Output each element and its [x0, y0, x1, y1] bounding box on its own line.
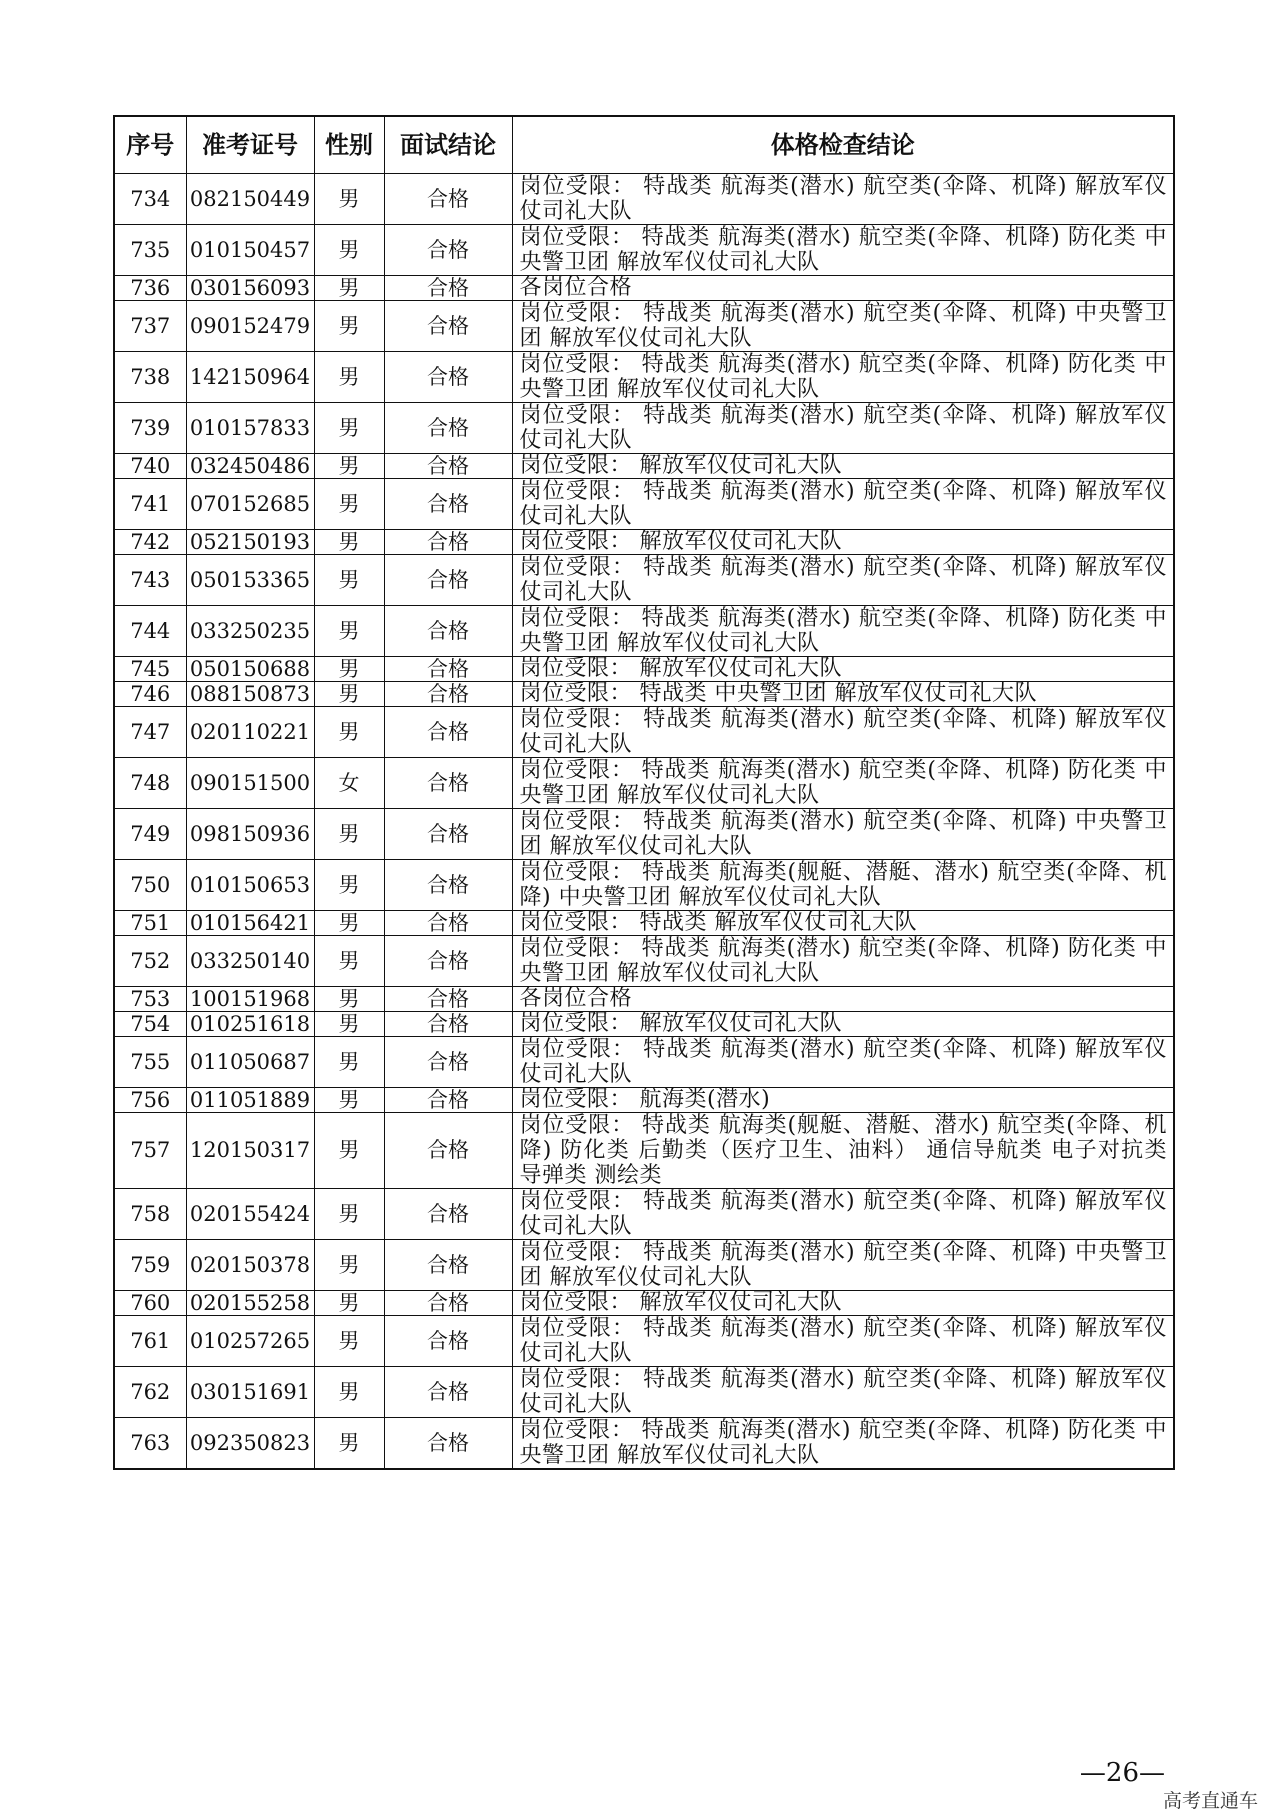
- cell-interview: 合格: [384, 403, 512, 454]
- cell-exam-id: 010150653: [186, 860, 314, 911]
- cell-physical-exam: 岗位受限： 特战类 航海类(潜水) 航空类(伞降、机降) 解放军仪仗司礼大队: [512, 479, 1174, 530]
- table-row: [114, 682, 1174, 707]
- table-row: [114, 606, 1174, 657]
- cell-physical-exam: 岗位受限： 特战类 航海类(潜水) 航空类(伞降、机降) 解放军仪仗司礼大队: [512, 1189, 1174, 1240]
- cell-serial: 740: [114, 454, 186, 479]
- table-row: [114, 352, 1174, 403]
- table-row: [114, 936, 1174, 987]
- cell-serial: 757: [114, 1113, 186, 1189]
- cell-gender: 男: [314, 1316, 384, 1367]
- table-row: [114, 1316, 1174, 1367]
- table-row: [114, 1189, 1174, 1240]
- cell-physical-exam: 岗位受限： 解放军仪仗司礼大队: [512, 657, 1174, 682]
- cell-exam-id: 010257265: [186, 1316, 314, 1367]
- table-row: [114, 860, 1174, 911]
- cell-gender: 男: [314, 657, 384, 682]
- cell-serial: 737: [114, 301, 186, 352]
- cell-interview: 合格: [384, 1291, 512, 1316]
- cell-physical-exam: 各岗位合格: [512, 987, 1174, 1012]
- cell-exam-id: 030151691: [186, 1367, 314, 1418]
- cell-serial: 739: [114, 403, 186, 454]
- cell-exam-id: 011051889: [186, 1088, 314, 1113]
- cell-gender: 男: [314, 174, 384, 225]
- cell-physical-exam: 岗位受限： 解放军仪仗司礼大队: [512, 1291, 1174, 1316]
- cell-serial: 743: [114, 555, 186, 606]
- cell-physical-exam: 岗位受限： 特战类 航海类(潜水) 航空类(伞降、机降) 中央警卫团 解放军仪仗司礼大队: [512, 301, 1174, 352]
- table-row: [114, 758, 1174, 809]
- cell-exam-id: 032450486: [186, 454, 314, 479]
- table-row: [114, 555, 1174, 606]
- header-gender: 性别: [314, 116, 384, 174]
- cell-serial: 738: [114, 352, 186, 403]
- cell-gender: 男: [314, 1418, 384, 1470]
- cell-physical-exam: 岗位受限： 特战类 航海类(潜水) 航空类(伞降、机降) 中央警卫团 解放军仪仗司礼大队: [512, 809, 1174, 860]
- cell-physical-exam: 岗位受限： 特战类 航海类(舰艇、潜艇、潜水) 航空类(伞降、机降) 防化类 后勤类（医疗卫生、油料） 通信导航类 电子对抗类 导弹类 测绘类: [512, 1113, 1174, 1189]
- cell-physical-exam: 岗位受限： 特战类 解放军仪仗司礼大队: [512, 911, 1174, 936]
- cell-interview: 合格: [384, 1240, 512, 1291]
- cell-exam-id: 010150457: [186, 225, 314, 276]
- table-row: [114, 809, 1174, 860]
- cell-exam-id: 011050687: [186, 1037, 314, 1088]
- results-table: [113, 115, 1175, 1470]
- cell-serial: 758: [114, 1189, 186, 1240]
- cell-interview: 合格: [384, 1037, 512, 1088]
- cell-serial: 734: [114, 174, 186, 225]
- header-serial: 序号: [114, 116, 186, 174]
- cell-gender: 男: [314, 479, 384, 530]
- cell-serial: 745: [114, 657, 186, 682]
- table-row: [114, 1418, 1174, 1470]
- cell-gender: 男: [314, 1240, 384, 1291]
- header-exam-id: 准考证号: [186, 116, 314, 174]
- cell-gender: 男: [314, 454, 384, 479]
- cell-exam-id: 088150873: [186, 682, 314, 707]
- cell-physical-exam: 岗位受限： 特战类 航海类(潜水) 航空类(伞降、机降) 解放军仪仗司礼大队: [512, 1367, 1174, 1418]
- cell-interview: 合格: [384, 530, 512, 555]
- cell-interview: 合格: [384, 911, 512, 936]
- table-row: [114, 987, 1174, 1012]
- cell-exam-id: 020110221: [186, 707, 314, 758]
- cell-gender: 男: [314, 936, 384, 987]
- cell-gender: 男: [314, 1291, 384, 1316]
- cell-interview: 合格: [384, 352, 512, 403]
- cell-gender: 男: [314, 682, 384, 707]
- table-row: [114, 707, 1174, 758]
- table-row: [114, 403, 1174, 454]
- cell-physical-exam: 岗位受限： 特战类 航海类(潜水) 航空类(伞降、机降) 防化类 中央警卫团 解放军仪仗司礼大队: [512, 352, 1174, 403]
- cell-interview: 合格: [384, 1367, 512, 1418]
- cell-interview: 合格: [384, 936, 512, 987]
- cell-exam-id: 020155258: [186, 1291, 314, 1316]
- cell-serial: 755: [114, 1037, 186, 1088]
- cell-interview: 合格: [384, 301, 512, 352]
- cell-serial: 748: [114, 758, 186, 809]
- cell-physical-exam: 岗位受限： 特战类 航海类(潜水) 航空类(伞降、机降) 防化类 中央警卫团 解放军仪仗司礼大队: [512, 225, 1174, 276]
- cell-interview: 合格: [384, 1189, 512, 1240]
- cell-exam-id: 033250235: [186, 606, 314, 657]
- cell-serial: 763: [114, 1418, 186, 1470]
- cell-exam-id: 098150936: [186, 809, 314, 860]
- cell-interview: 合格: [384, 555, 512, 606]
- cell-interview: 合格: [384, 479, 512, 530]
- table-row: [114, 1113, 1174, 1189]
- cell-gender: 男: [314, 403, 384, 454]
- cell-exam-id: 010251618: [186, 1012, 314, 1037]
- cell-interview: 合格: [384, 1113, 512, 1189]
- table-row: [114, 1088, 1174, 1113]
- cell-gender: 男: [314, 707, 384, 758]
- cell-exam-id: 090151500: [186, 758, 314, 809]
- cell-physical-exam: 岗位受限： 特战类 中央警卫团 解放军仪仗司礼大队: [512, 682, 1174, 707]
- cell-serial: 742: [114, 530, 186, 555]
- cell-gender: 男: [314, 225, 384, 276]
- cell-interview: 合格: [384, 225, 512, 276]
- cell-interview: 合格: [384, 1316, 512, 1367]
- cell-serial: 744: [114, 606, 186, 657]
- cell-interview: 合格: [384, 809, 512, 860]
- cell-exam-id: 033250140: [186, 936, 314, 987]
- cell-gender: 男: [314, 987, 384, 1012]
- cell-exam-id: 052150193: [186, 530, 314, 555]
- cell-exam-id: 092350823: [186, 1418, 314, 1470]
- cell-exam-id: 050150688: [186, 657, 314, 682]
- cell-physical-exam: 岗位受限： 解放军仪仗司礼大队: [512, 530, 1174, 555]
- table-row: [114, 657, 1174, 682]
- page-number: —26—: [1079, 1758, 1165, 1788]
- cell-gender: 男: [314, 606, 384, 657]
- cell-gender: 男: [314, 809, 384, 860]
- watermark: 高考直通车: [1162, 1790, 1258, 1812]
- cell-exam-id: 020150378: [186, 1240, 314, 1291]
- cell-physical-exam: 岗位受限： 特战类 航海类(潜水) 航空类(伞降、机降) 解放军仪仗司礼大队: [512, 1316, 1174, 1367]
- cell-exam-id: 030156093: [186, 276, 314, 301]
- cell-serial: 747: [114, 707, 186, 758]
- cell-gender: 男: [314, 1037, 384, 1088]
- cell-serial: 735: [114, 225, 186, 276]
- cell-physical-exam: 岗位受限： 特战类 航海类(舰艇、潜艇、潜水) 航空类(伞降、机降) 中央警卫团 解放军仪仗司礼大队: [512, 860, 1174, 911]
- cell-physical-exam: 岗位受限： 特战类 航海类(潜水) 航空类(伞降、机降) 解放军仪仗司礼大队: [512, 707, 1174, 758]
- cell-interview: 合格: [384, 606, 512, 657]
- cell-gender: 男: [314, 555, 384, 606]
- table-row: [114, 911, 1174, 936]
- cell-physical-exam: 岗位受限： 解放军仪仗司礼大队: [512, 1012, 1174, 1037]
- cell-serial: 751: [114, 911, 186, 936]
- cell-physical-exam: 岗位受限： 特战类 航海类(潜水) 航空类(伞降、机降) 防化类 中央警卫团 解放军仪仗司礼大队: [512, 606, 1174, 657]
- cell-serial: 736: [114, 276, 186, 301]
- cell-exam-id: 050153365: [186, 555, 314, 606]
- cell-interview: 合格: [384, 758, 512, 809]
- cell-serial: 759: [114, 1240, 186, 1291]
- cell-serial: 752: [114, 936, 186, 987]
- cell-exam-id: 020155424: [186, 1189, 314, 1240]
- cell-exam-id: 090152479: [186, 301, 314, 352]
- table-row: [114, 301, 1174, 352]
- table-row: [114, 1240, 1174, 1291]
- cell-interview: 合格: [384, 707, 512, 758]
- cell-exam-id: 010157833: [186, 403, 314, 454]
- table-row: [114, 1291, 1174, 1316]
- cell-interview: 合格: [384, 454, 512, 479]
- cell-serial: 749: [114, 809, 186, 860]
- cell-gender: 男: [314, 1088, 384, 1113]
- header-interview: 面试结论: [384, 116, 512, 174]
- cell-gender: 男: [314, 352, 384, 403]
- cell-serial: 753: [114, 987, 186, 1012]
- cell-physical-exam: 岗位受限： 特战类 航海类(潜水) 航空类(伞降、机降) 解放军仪仗司礼大队: [512, 174, 1174, 225]
- cell-interview: 合格: [384, 1012, 512, 1037]
- cell-gender: 男: [314, 530, 384, 555]
- cell-gender: 男: [314, 1189, 384, 1240]
- cell-physical-exam: 岗位受限： 特战类 航海类(潜水) 航空类(伞降、机降) 防化类 中央警卫团 解放军仪仗司礼大队: [512, 758, 1174, 809]
- table-row: [114, 1367, 1174, 1418]
- cell-gender: 男: [314, 860, 384, 911]
- cell-interview: 合格: [384, 1418, 512, 1470]
- cell-physical-exam: 岗位受限： 特战类 航海类(潜水) 航空类(伞降、机降) 解放军仪仗司礼大队: [512, 555, 1174, 606]
- cell-gender: 男: [314, 1113, 384, 1189]
- cell-exam-id: 142150964: [186, 352, 314, 403]
- cell-exam-id: 082150449: [186, 174, 314, 225]
- cell-serial: 761: [114, 1316, 186, 1367]
- cell-physical-exam: 岗位受限： 特战类 航海类(潜水) 航空类(伞降、机降) 中央警卫团 解放军仪仗司礼大队: [512, 1240, 1174, 1291]
- cell-interview: 合格: [384, 174, 512, 225]
- cell-exam-id: 120150317: [186, 1113, 314, 1189]
- table-row: [114, 1012, 1174, 1037]
- cell-physical-exam: 各岗位合格: [512, 276, 1174, 301]
- cell-interview: 合格: [384, 682, 512, 707]
- cell-serial: 754: [114, 1012, 186, 1037]
- cell-serial: 750: [114, 860, 186, 911]
- cell-interview: 合格: [384, 860, 512, 911]
- cell-gender: 女: [314, 758, 384, 809]
- cell-serial: 756: [114, 1088, 186, 1113]
- cell-interview: 合格: [384, 1088, 512, 1113]
- table-row: [114, 479, 1174, 530]
- cell-exam-id: 100151968: [186, 987, 314, 1012]
- cell-gender: 男: [314, 301, 384, 352]
- cell-gender: 男: [314, 1012, 384, 1037]
- cell-physical-exam: 岗位受限： 特战类 航海类(潜水) 航空类(伞降、机降) 防化类 中央警卫团 解放军仪仗司礼大队: [512, 936, 1174, 987]
- cell-serial: 762: [114, 1367, 186, 1418]
- cell-interview: 合格: [384, 276, 512, 301]
- cell-physical-exam: 岗位受限： 特战类 航海类(潜水) 航空类(伞降、机降) 解放军仪仗司礼大队: [512, 403, 1174, 454]
- cell-physical-exam: 岗位受限： 特战类 航海类(潜水) 航空类(伞降、机降) 解放军仪仗司礼大队: [512, 1037, 1174, 1088]
- cell-physical-exam: 岗位受限： 航海类(潜水): [512, 1088, 1174, 1113]
- table-row: [114, 276, 1174, 301]
- cell-interview: 合格: [384, 657, 512, 682]
- table-row: [114, 454, 1174, 479]
- cell-interview: 合格: [384, 987, 512, 1012]
- table-row: [114, 1037, 1174, 1088]
- table-row: [114, 225, 1174, 276]
- table-row: [114, 174, 1174, 225]
- table-row: [114, 530, 1174, 555]
- cell-physical-exam: 岗位受限： 解放军仪仗司礼大队: [512, 454, 1174, 479]
- cell-exam-id: 010156421: [186, 911, 314, 936]
- header-physical-exam: 体格检查结论: [512, 116, 1174, 174]
- cell-physical-exam: 岗位受限： 特战类 航海类(潜水) 航空类(伞降、机降) 防化类 中央警卫团 解放军仪仗司礼大队: [512, 1418, 1174, 1470]
- header-row: [114, 116, 1174, 174]
- cell-gender: 男: [314, 1367, 384, 1418]
- cell-gender: 男: [314, 276, 384, 301]
- cell-serial: 760: [114, 1291, 186, 1316]
- cell-serial: 741: [114, 479, 186, 530]
- cell-gender: 男: [314, 911, 384, 936]
- cell-serial: 746: [114, 682, 186, 707]
- cell-exam-id: 070152685: [186, 479, 314, 530]
